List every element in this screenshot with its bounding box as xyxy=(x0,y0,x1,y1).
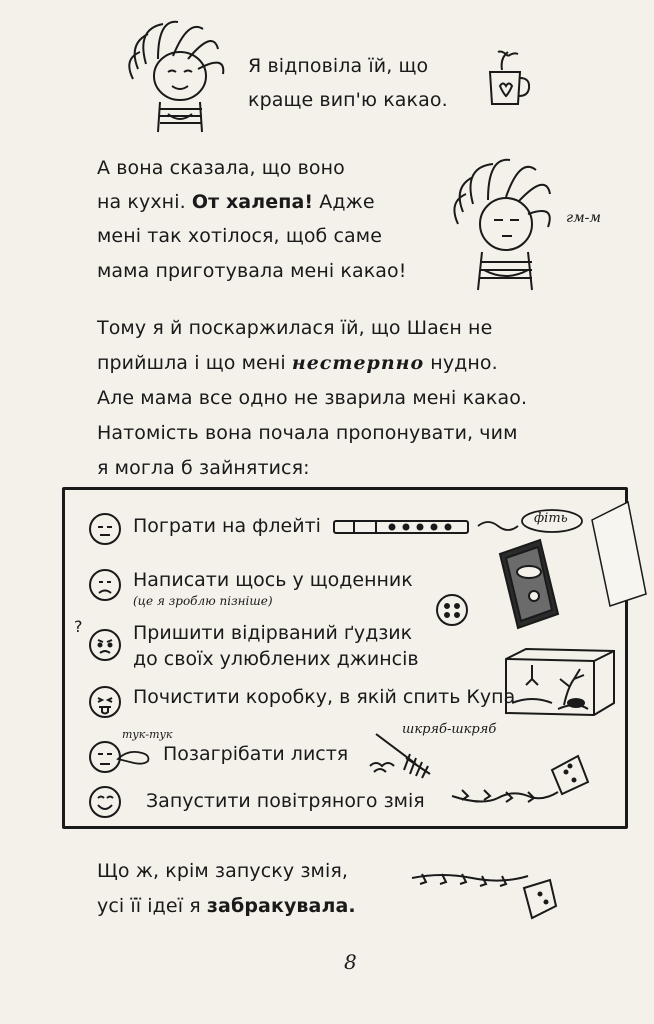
item-kite-label: Запустити повітряного змія xyxy=(146,790,425,812)
closing-line-2 xyxy=(97,890,356,923)
para3-line-2 xyxy=(97,347,498,380)
button-icon xyxy=(434,592,470,628)
tape-decoration xyxy=(588,498,648,608)
girl-smiling-illustration xyxy=(118,14,238,134)
face-sad-icon xyxy=(88,568,122,602)
para3-line-4: Натомість вона почала пропонувати, чим xyxy=(97,422,518,444)
terrarium-icon xyxy=(502,645,618,717)
exclamation-bold: От халепа! xyxy=(191,191,314,213)
kite-icon xyxy=(448,752,594,812)
face-happy-icon xyxy=(88,785,122,819)
para3-line-2-end: нудно. xyxy=(424,352,498,374)
para2-line-4: мама приготувала мені какао! xyxy=(97,260,407,282)
item-diary-label: Написати щось у щоденник xyxy=(133,569,413,591)
para3-line-1: Тому я й поскаржилася їй, що Шаєн не xyxy=(97,317,493,339)
intro-line-2: краще вип'ю какао. xyxy=(248,89,448,111)
para3-line-2-start: прийшла і що мені xyxy=(97,352,292,374)
tapping-sound: тук-тук xyxy=(122,728,173,741)
face-neutral-icon xyxy=(88,512,122,546)
flute-sound-text: фіть xyxy=(534,511,568,526)
face-tongue-icon xyxy=(88,685,122,719)
para3-line-3: Але мама все одно не зварила мені какао. xyxy=(97,387,528,409)
para2-line-3: мені так хотілося, щоб саме xyxy=(97,225,383,247)
flute-icon xyxy=(332,516,472,538)
para2-line-2 xyxy=(97,186,375,219)
para3-line-5: я могла б зайнятися: xyxy=(97,457,310,479)
mug-icon xyxy=(484,40,534,110)
item-button-label-1: Пришити відірваний ґудзик xyxy=(133,622,413,644)
question-mark: ? xyxy=(74,617,83,636)
item-button-label-2: до своїх улюблених джинсів xyxy=(133,648,419,670)
closing-line-1: Що ж, крім запуску змія, xyxy=(97,860,349,882)
para2-line-2-end: Адже xyxy=(313,191,375,213)
page-number: 8 xyxy=(344,950,357,974)
raking-sound: шкряб-шкряб xyxy=(402,722,497,737)
para2-line-1: А вона сказала, що воно xyxy=(97,157,345,179)
tapping-hand-icon xyxy=(114,745,154,769)
para2-line-2-start: на кухні. xyxy=(97,191,192,213)
item-diary-aside: (це я зроблю пізніше) xyxy=(133,594,273,608)
item-leaves-label: Позагрібати листя xyxy=(163,743,349,765)
kite-tail-icon xyxy=(410,864,560,922)
rake-icon xyxy=(366,730,446,780)
hmm-sound: гм-м xyxy=(566,210,602,226)
intro-line-1: Я відповіла їй, що xyxy=(248,55,429,77)
girl-thinking-illustration xyxy=(448,152,558,292)
item-flute-label: Пограти на флейті xyxy=(133,515,321,537)
rejected-bold: забракувала. xyxy=(206,895,356,917)
closing-line-2-start: усі її ідеї я xyxy=(97,895,207,917)
item-box-label: Почистити коробку, в якій спить Купа xyxy=(133,686,516,708)
diary-icon xyxy=(496,538,562,630)
face-worried-icon xyxy=(88,628,122,662)
flute-sound-bubble xyxy=(476,508,586,540)
emphasis-handwritten: нестерпно xyxy=(291,352,425,374)
